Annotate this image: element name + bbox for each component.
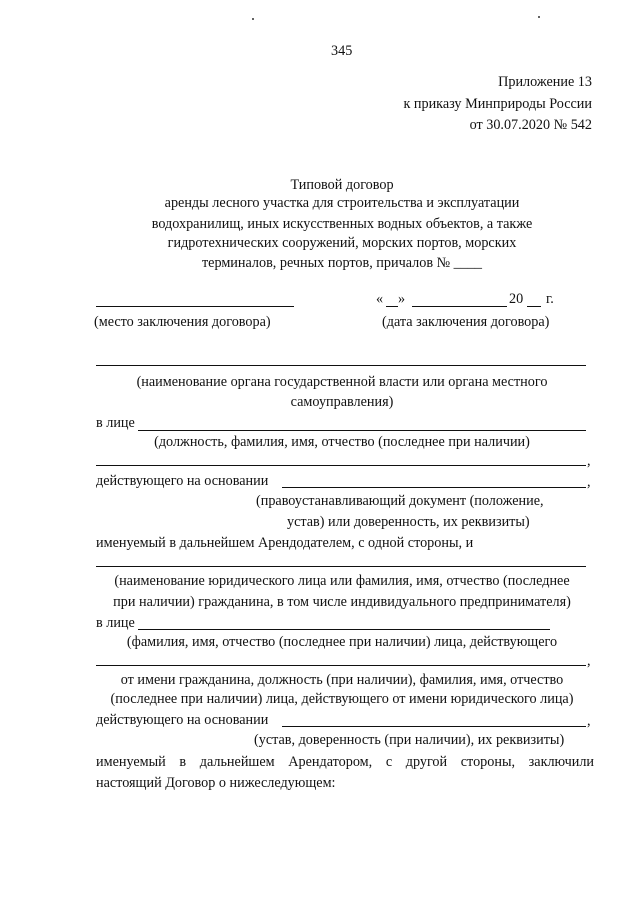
date-year-blank	[527, 306, 541, 307]
lessee-entity-caption-1: (наименование юридического лица или фамилия, имя, отчество (последнее	[114, 573, 570, 589]
date-year-text: 20	[509, 291, 524, 307]
lessee-basis-blank	[282, 726, 586, 727]
lessor-in-person-blank	[138, 430, 586, 431]
lessee-person-caption-1: (фамилия, имя, отчество (последнее при наличии) лица, действующего	[126, 634, 558, 650]
lessee-comma-1: ,	[587, 653, 591, 669]
lessor-named-as: именуемый в дальнейшем Арендодателем, с одной стороны, и	[96, 535, 474, 551]
scan-speck	[538, 16, 540, 18]
appendix-line-3: от 30.07.2020 № 542	[469, 117, 592, 133]
date-month-blank	[412, 306, 507, 307]
place-caption: (место заключения договора)	[94, 314, 271, 330]
scan-speck	[252, 18, 254, 20]
lessor-basis-caption-1: (правоустанавливающий документ (положение,	[256, 493, 544, 509]
place-blank-line	[96, 306, 294, 307]
lessee-in-person-blank	[138, 629, 550, 630]
title-line-2: аренды лесного участка для строительства и эксплуатации	[164, 195, 520, 211]
date-day-blank	[386, 306, 398, 307]
lessor-comma-1: ,	[587, 453, 591, 469]
lessee-in-person-label: в лице	[96, 615, 135, 631]
lessee-named-line-1: именуемый в дальнейшем Арендатором, с другой стороны, заключили	[96, 754, 594, 770]
title-line-3: водохранилищ, иных искусственных водных объектов, а также	[151, 216, 533, 232]
date-open-quote: «	[376, 291, 384, 307]
lessee-person-caption-3: (последнее при наличии) лица, действующего от имени юридического лица)	[110, 691, 574, 707]
title-line-4: гидротехнических сооружений, морских портов, морских	[167, 235, 517, 251]
lessor-basis-caption-2: устав) или доверенность, их реквизиты)	[287, 514, 530, 530]
lessee-acting-basis-label: действующего на основании	[96, 712, 269, 728]
date-close-quote: »	[398, 291, 406, 307]
page-number: 345	[331, 43, 353, 59]
date-caption: (дата заключения договора)	[382, 314, 550, 330]
authority-blank-line	[96, 365, 586, 366]
lessor-person-caption: (должность, фамилия, имя, отчество (последнее при наличии)	[154, 434, 530, 450]
lessee-basis-caption: (устав, доверенность (при наличии), их реквизиты)	[254, 732, 565, 748]
lessee-named-line-2: настоящий Договор о нижеследующем:	[96, 775, 336, 791]
lessee-entity-blank	[96, 566, 586, 567]
lessor-basis-blank	[282, 487, 586, 488]
lessee-person-caption-2: от имени гражданина, должность (при наличии), фамилия, имя, отчество	[120, 672, 564, 688]
lessor-person-blank-2	[96, 465, 586, 466]
appendix-line-1: Приложение 13	[498, 74, 592, 90]
authority-caption-1: (наименование органа государственной власти или органа местного	[136, 374, 548, 390]
lessee-entity-caption-2: при наличии) гражданина, в том числе индивидуального предпринимателя)	[113, 594, 571, 610]
appendix-line-2: к приказу Минприроды России	[403, 96, 592, 112]
title-line-1: Типовой договор	[290, 177, 394, 193]
lessee-person-blank-2	[96, 665, 586, 666]
lessor-in-person-label: в лице	[96, 415, 135, 431]
lessee-comma-2: ,	[587, 713, 591, 729]
title-line-5: терминалов, речных портов, причалов № ____	[201, 255, 483, 271]
lessor-acting-basis-label: действующего на основании	[96, 473, 269, 489]
date-year-suffix: г.	[546, 291, 554, 307]
authority-caption-2: самоуправления)	[290, 394, 394, 410]
lessor-comma-2: ,	[587, 474, 591, 490]
